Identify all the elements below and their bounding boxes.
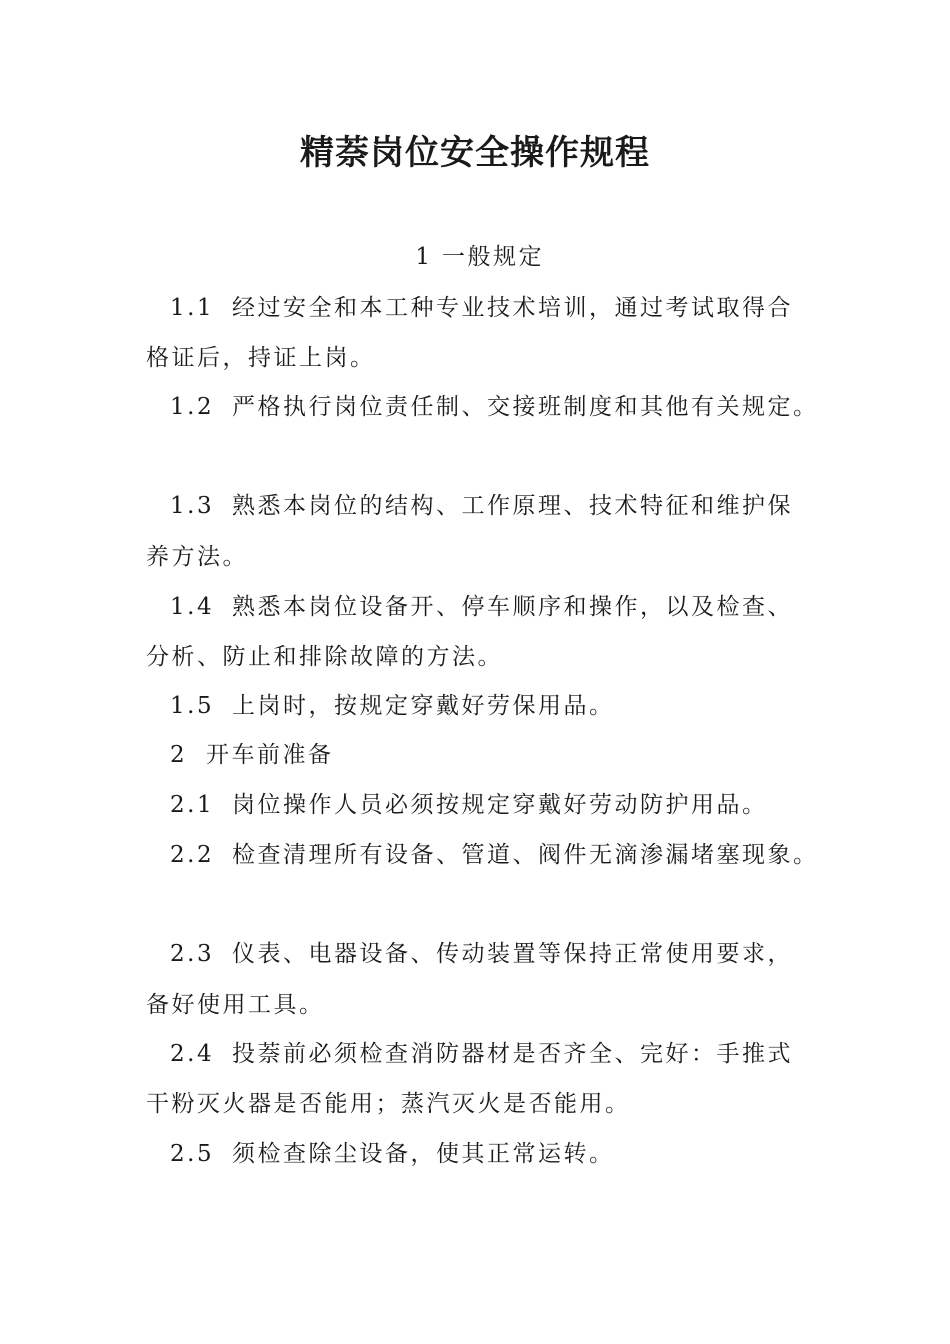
clause-number: 2.1 [170, 792, 215, 818]
clause-1-4-continued: 分析、防止和排除故障的方法。 [146, 644, 503, 670]
clause-1-2 [170, 390, 819, 424]
clause-1-1 [170, 291, 793, 325]
clause-1-3-continued: 养方法。 [146, 544, 248, 570]
clause-text: 投萘前必须检查消防器材是否齐全、完好：手推式 [232, 1041, 793, 1067]
clause-text: 上岗时，按规定穿戴好劳保用品。 [232, 693, 615, 719]
clause-number: 2.4 [170, 1041, 215, 1067]
clause-2-2 [170, 838, 819, 872]
section-title: 开车前准备 [206, 742, 334, 768]
clause-2-1 [170, 788, 768, 822]
clause-number: 1.2 [170, 394, 215, 420]
clause-1-4 [170, 590, 793, 624]
clause-1-1-continued: 格证后，持证上岗。 [146, 345, 376, 371]
clause-text: 仪表、电器设备、传动装置等保持正常使用要求， [232, 941, 793, 967]
clause-text: 岗位操作人员必须按规定穿戴好劳动防护用品。 [232, 792, 768, 818]
clause-number: 2.3 [170, 941, 215, 967]
section-heading-2 [170, 738, 334, 772]
clause-number: 1.5 [170, 693, 215, 719]
clause-text: 检查清理所有设备、管道、阀件无滴渗漏堵塞现象。 [232, 842, 819, 868]
clause-number: 2.2 [170, 842, 215, 868]
clause-1-5 [170, 689, 615, 723]
clause-number: 1.3 [170, 493, 215, 519]
clause-text: 须检查除尘设备，使其正常运转。 [232, 1141, 615, 1167]
clause-2-5 [170, 1137, 615, 1171]
section-number: 1 [415, 244, 433, 270]
clause-2-3-continued: 备好使用工具。 [146, 992, 325, 1018]
clause-number: 1.4 [170, 594, 215, 620]
clause-number: 2.5 [170, 1141, 215, 1167]
section-title: 一般规定 [442, 244, 544, 270]
clause-text: 熟悉本岗位设备开、停车顺序和操作，以及检查、 [232, 594, 793, 620]
clause-number: 1.1 [170, 295, 215, 321]
clause-2-4-continued: 干粉灭火器是否能用；蒸汽灭火是否能用。 [146, 1091, 631, 1117]
clause-1-3 [170, 489, 793, 523]
clause-text: 经过安全和本工种专业技术培训，通过考试取得合 [232, 295, 793, 321]
clause-2-3 [170, 937, 793, 971]
document-title: 精萘岗位安全操作规程 [300, 133, 650, 173]
section-number: 2 [170, 742, 188, 768]
section-heading-1 [0, 240, 950, 274]
clause-text: 熟悉本岗位的结构、工作原理、技术特征和维护保 [232, 493, 793, 519]
clause-2-4 [170, 1037, 793, 1071]
clause-text: 严格执行岗位责任制、交接班制度和其他有关规定。 [232, 394, 819, 420]
